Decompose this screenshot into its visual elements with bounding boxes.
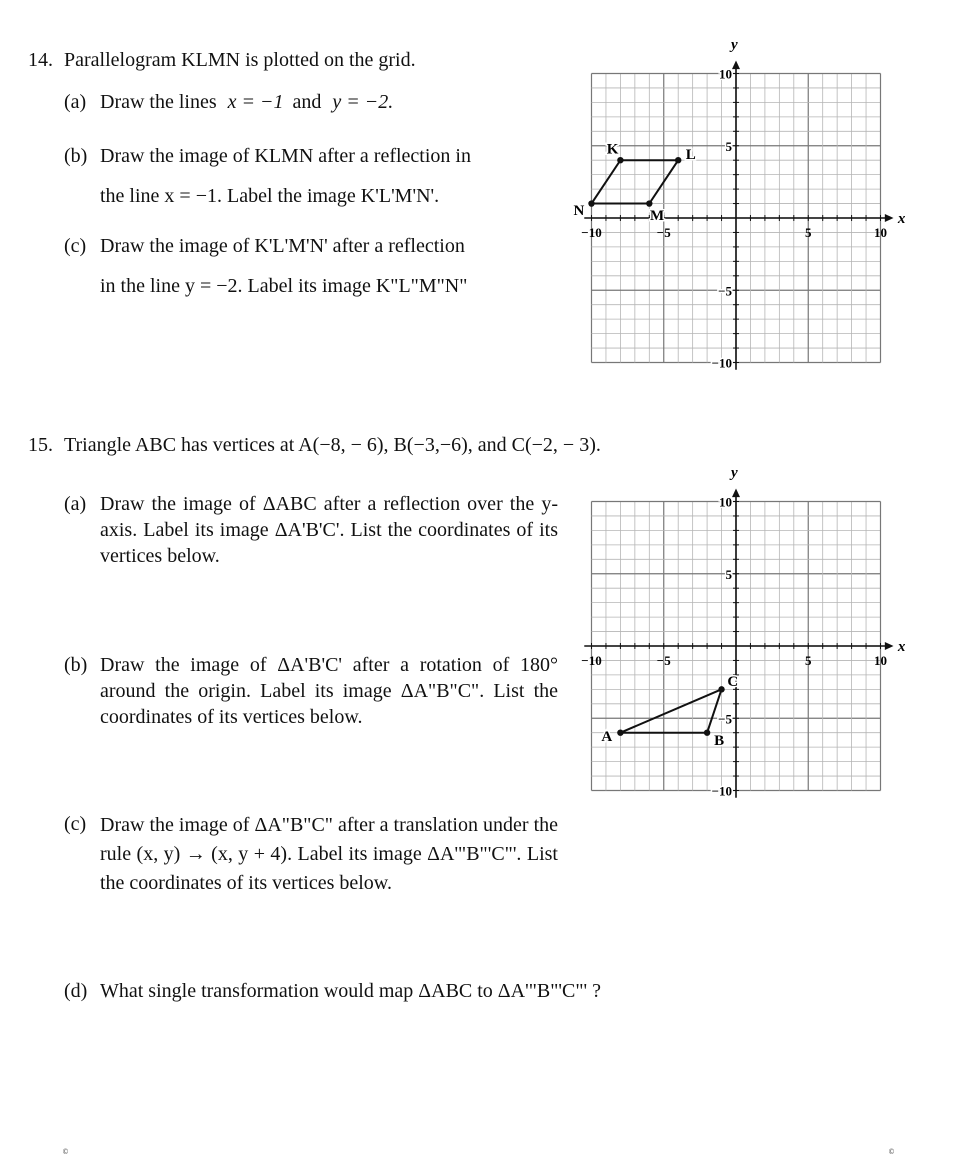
vertex-point — [588, 200, 594, 206]
x-tick-label: −5 — [656, 653, 671, 668]
q14a-letter: (a) — [64, 91, 87, 113]
y-tick-label: −5 — [718, 711, 732, 727]
q14-coordinate-grid — [560, 36, 910, 380]
x-axis-label: x — [897, 211, 906, 227]
footer-mark-right: © — [888, 1148, 895, 1156]
q15-coordinate-grid — [560, 464, 910, 804]
vertex-point — [675, 157, 681, 163]
y-tick-label: 5 — [725, 138, 732, 154]
vertex-label: C — [727, 673, 739, 690]
y-axis-label: y — [731, 464, 738, 481]
vertex-point — [646, 200, 652, 206]
vertex-label: L — [685, 146, 696, 163]
y-axis-arrow-icon — [732, 60, 740, 69]
y-tick-label: −10 — [711, 783, 732, 799]
figure-outline — [620, 689, 721, 732]
q15c-text: Draw the image of ΔA"B"C" after a translation under the rule (x, y) → (x, y + 4). Label its image ΔA'"B"'C"'. List the coordinates of its vertices below. — [100, 814, 558, 894]
q15d-letter: (d) — [64, 980, 88, 1002]
q14a-and: and — [292, 91, 322, 113]
x-axis-arrow-icon — [885, 642, 894, 650]
x-tick-label: −5 — [656, 225, 671, 240]
vertex-label: K — [606, 141, 619, 158]
x-tick-label: −10 — [581, 653, 602, 668]
q14a-text-lead: Draw the lines — [100, 91, 217, 113]
q14a-eq1: x = −1 — [227, 91, 284, 113]
q14-number: 14. — [28, 49, 53, 71]
q15d-text: What single transformation would map ΔABC to ΔA'"B"'C"' ? — [100, 980, 601, 1002]
y-tick-label: −5 — [718, 283, 732, 299]
x-tick-label: 10 — [874, 225, 887, 240]
q15b-text: Draw the image of ΔA'B'C' after a rotation of 180° around the origin. Label its image ΔA"B"C". List the coordinates of its vertices below. — [100, 654, 558, 728]
q14c-line2: in the line y = −2. Label its image K"L"M"N" — [100, 275, 468, 297]
q14c-letter: (c) — [64, 235, 87, 257]
q14c-line1: Draw the image of K'L'M'N' after a reflection — [100, 235, 465, 257]
x-tick-label: 5 — [805, 653, 812, 668]
vertex-point — [617, 157, 623, 163]
vertex-label: B — [714, 732, 725, 749]
q14b-letter: (b) — [64, 145, 88, 167]
vertex-label: N — [573, 202, 585, 219]
y-axis-arrow-icon — [732, 488, 740, 497]
y-tick-label: 5 — [725, 566, 732, 582]
y-tick-label: 10 — [719, 494, 732, 510]
q15-number: 15. — [28, 434, 53, 456]
q14b-line1: Draw the image of KLMN after a reflection in — [100, 145, 471, 167]
x-tick-label: 5 — [805, 225, 812, 240]
q15-stem: Triangle ABC has vertices at A(−8, − 6), B(−3,−6), and C(−2, − 3). — [64, 434, 601, 456]
footer-mark-left: © — [62, 1148, 69, 1156]
q14b-line2: the line x = −1. Label the image K'L'M'N'. — [100, 185, 440, 207]
q15a-text: Draw the image of ΔABC after a reflection over the y-axis. Label its image ΔA'B'C'. List the coordinates of its vertices below. — [100, 493, 558, 567]
vertex-label: A — [601, 728, 613, 745]
q15b-letter: (b) — [64, 654, 88, 676]
y-axis-label: y — [731, 36, 738, 53]
vertex-label: M — [649, 208, 665, 225]
q14a-eq2: y = −2. — [332, 91, 394, 113]
x-tick-label: 10 — [874, 653, 887, 668]
y-tick-label: 10 — [719, 66, 732, 82]
y-tick-label: −10 — [711, 355, 732, 371]
q15c-letter: (c) — [64, 813, 87, 835]
x-axis-arrow-icon — [885, 214, 894, 222]
vertex-point — [617, 730, 623, 736]
x-tick-label: −10 — [581, 225, 602, 240]
vertex-point — [718, 686, 724, 692]
vertex-point — [704, 730, 710, 736]
q14a-text — [100, 90, 393, 114]
q14-stem: Parallelogram KLMN is plotted on the grid. — [64, 49, 416, 71]
x-axis-label: x — [897, 639, 906, 655]
q15a-letter: (a) — [64, 493, 87, 515]
